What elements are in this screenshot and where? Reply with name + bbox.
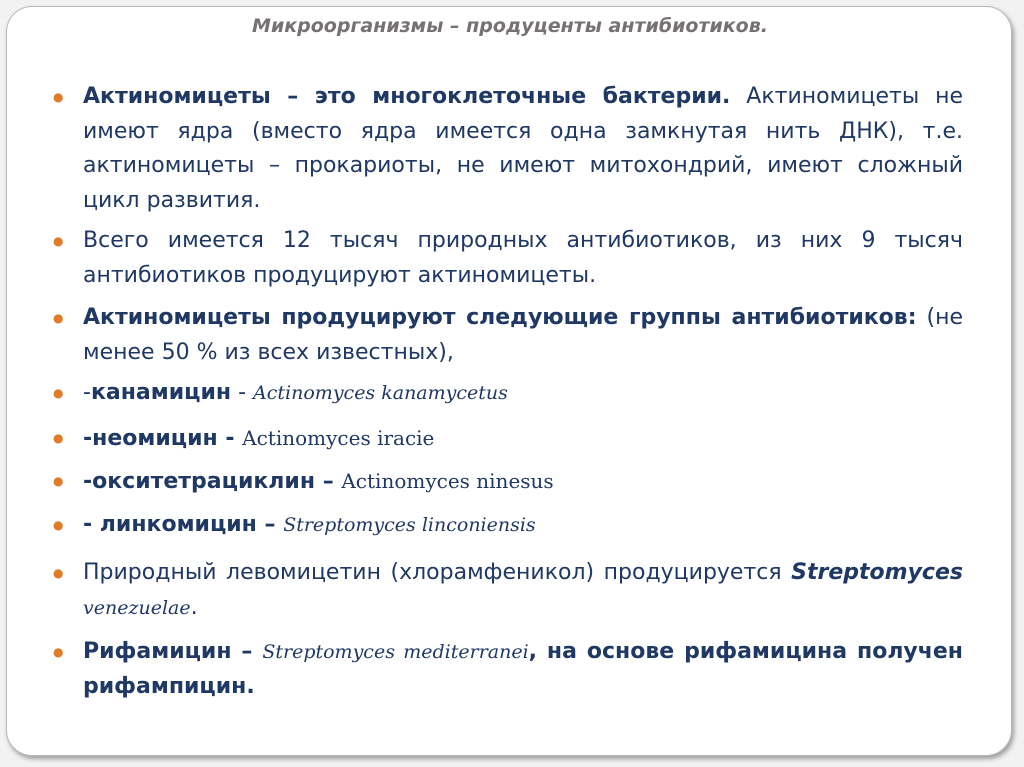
bullet-kanamycin — [83, 376, 963, 411]
bullet-list — [83, 80, 963, 704]
species-name: Streptomyces linconiensis — [283, 513, 536, 536]
species-name: Actinomyces kanamycetus — [253, 382, 508, 404]
bullet-chloramphenicol — [83, 556, 963, 625]
bullet-text: Актиномицеты не имеют ядра (вместо ядра имеется одна замкнутая нить ДНК), т.е. актиномицеты – прокариоты, не имеют митохондрий, имеют сложный цикл развития. — [83, 84, 963, 213]
species-name: Streptomyces mediterranei — [262, 641, 529, 663]
bullet-bold-text: Актиномицеты продуцируют следующие группы антибиотиков: — [83, 305, 917, 330]
bullet-text: (не менее 50 % из всех известных), — [83, 305, 964, 365]
bullet-text: Природный левомицетин (хлорамфеникол) продуцируется — [83, 560, 792, 585]
species-name: venezuelae — [83, 596, 191, 619]
bullet-bold-text: -окситетрациклин – — [83, 469, 342, 494]
bullet-lincomycin — [83, 508, 963, 543]
bullet-prefix: - — [83, 380, 91, 405]
bullet-end: . — [190, 594, 198, 620]
bullet-bold-text: -неомицин - — [83, 425, 243, 451]
bullet-bold-text: - линкомицин – — [83, 511, 284, 537]
genus-name: Streptomyces — [791, 560, 963, 585]
bullet-antibiotic-count — [83, 224, 963, 293]
slide-title: Микроорганизмы – продуценты антибиотиков. — [252, 15, 768, 37]
bullet-bold-text-2: , на основе рифамицина получен рифампицин. — [83, 639, 963, 699]
species-name: Actinomyces ninesus — [341, 469, 554, 493]
bullet-neomycin — [83, 421, 963, 457]
bullet-separator: - — [231, 380, 254, 405]
species-name: Actinomyces iracie — [242, 425, 435, 450]
bullet-antibiotic-groups — [83, 301, 963, 370]
bullet-bold-text: канамицин — [90, 380, 232, 405]
bullet-oxytetracycline — [83, 464, 963, 500]
bullet-bold-text: Актиномицеты – это многоклеточные бактерии. — [83, 84, 731, 109]
bullet-actinomycetes-definition — [83, 80, 963, 218]
bullet-bold-text: Рифамицин – — [83, 639, 263, 664]
bullet-text: Всего имеется 12 тысяч природных антибиотиков, из них 9 тысяч антибиотиков продуцируют актиномицеты. — [83, 228, 963, 288]
bullet-rifamycin — [83, 635, 963, 704]
slide — [6, 6, 1012, 756]
